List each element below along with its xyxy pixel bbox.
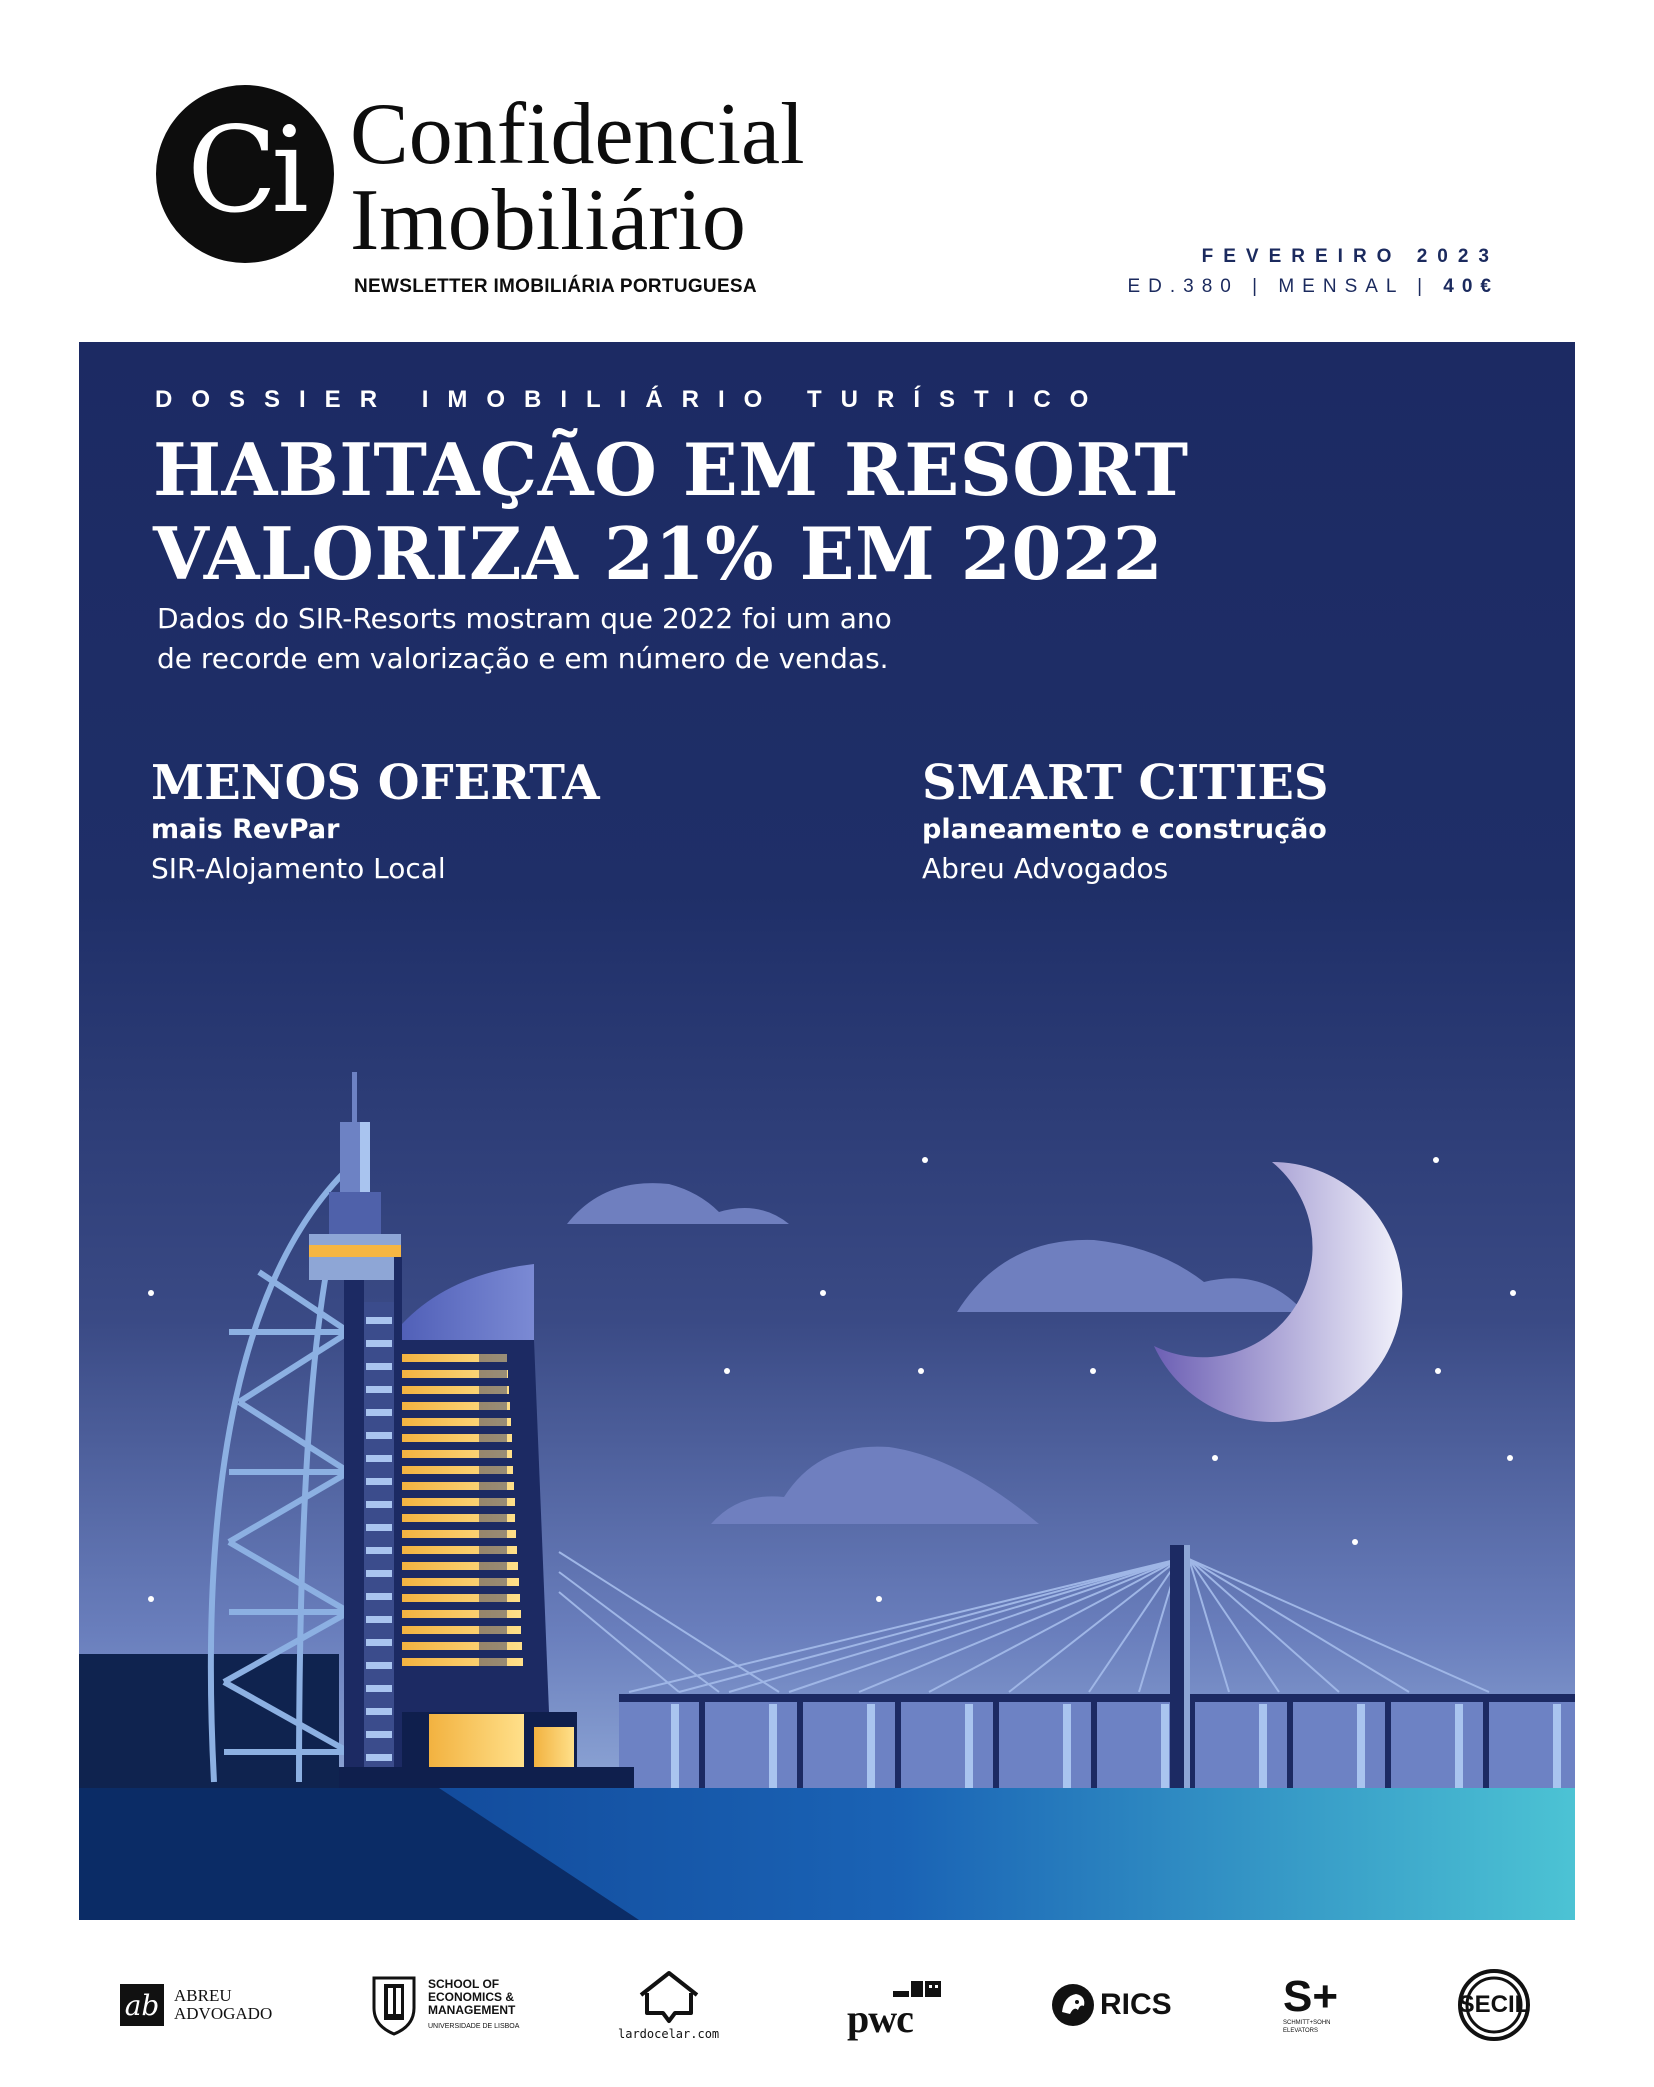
rics-lion-icon: [1050, 1982, 1096, 2028]
lede-line-1: Dados do SIR-Resorts mostram que 2022 foi um ano: [157, 602, 892, 635]
edition-number: ED.380: [1127, 276, 1239, 297]
brand-name: [350, 86, 805, 269]
sponsor-secil[interactable]: [1455, 1960, 1533, 2050]
iseg-line-2: ECONOMICS &: [428, 1989, 515, 2004]
sponsor-iseg[interactable]: [370, 1960, 519, 2050]
iseg-line-1: SCHOOL OF: [428, 1976, 500, 1991]
bridge-cables: [559, 1552, 1489, 1692]
cover-lede: [157, 599, 1037, 679]
sponsor-schmitt-sohn[interactable]: [1283, 1960, 1338, 2050]
issue-date: FEVEREIRO 2023: [1201, 246, 1499, 267]
ci-logo-mark: [156, 85, 334, 263]
schmitt-line-2: ELEVATORS: [1283, 2028, 1319, 2034]
brand-tagline: NEWSLETTER IMOBILIÁRIA PORTUGUESA: [354, 276, 757, 297]
schmitt-line-1: SCHMITT+SOHN: [1283, 2020, 1331, 2026]
schmitt-mark: S+: [1283, 1972, 1339, 2021]
lede-line-2: de recorde em valorização e em número de vendas.: [157, 642, 889, 675]
iseg-line-3: MANAGEMENT: [428, 2002, 516, 2017]
brand-line-2: Imobiliário: [350, 172, 746, 269]
teaser-title: SMART CITIES: [922, 755, 1329, 811]
headline-line-1: HABITAÇÃO EM RESORT: [153, 427, 1189, 512]
price: 40€: [1443, 276, 1499, 297]
sponsor-strip: [0, 1960, 1654, 2050]
headline-line-2: VALORIZA 21% EM 2022: [153, 511, 1164, 596]
secil-wordmark: SECIL: [1458, 1991, 1530, 2018]
teaser-source: Abreu Advogados: [922, 852, 1169, 885]
abreu-line-1: ABREU: [174, 1986, 232, 2005]
iseg-shield-icon: [370, 1974, 418, 2036]
teaser-title: MENOS OFERTA: [151, 755, 600, 811]
logo-mark-text: Ci: [186, 101, 304, 239]
issue-meta: [1127, 276, 1499, 298]
abreu-logo-icon: ab: [120, 1984, 164, 2026]
river-water: [79, 1788, 1575, 1920]
pwc-wordmark: pwc: [847, 1996, 913, 2041]
lardocelar-wordmark: lardocelar.com: [618, 2027, 720, 2041]
abreu-line-2: ADVOGADO: [174, 2004, 273, 2023]
rics-wordmark: RICS: [1100, 1988, 1172, 2021]
pwc-logo: [845, 1965, 945, 2045]
brand-line-1: Confidencial: [350, 86, 805, 183]
schmitt-wordmark: [1283, 2019, 1331, 2035]
dossier-kicker: DOSSIER IMOBILIÁRIO TURÍSTICO: [155, 386, 1108, 413]
house-chat-icon: [633, 1969, 705, 2025]
teaser-menos-oferta[interactable]: [151, 754, 600, 890]
teaser-subtitle: planeamento e construção: [922, 814, 1327, 845]
cover-headline[interactable]: [153, 428, 1189, 596]
frequency: MENSAL: [1278, 276, 1404, 297]
iseg-line-4: UNIVERSIDADE DE LISBOA: [428, 2022, 520, 2030]
secil-logo: [1455, 1966, 1533, 2044]
teaser-smart-cities[interactable]: [922, 754, 1329, 890]
sponsor-abreu[interactable]: [120, 1960, 272, 2050]
cover-panel: [79, 342, 1575, 1920]
clouds: [567, 1183, 1304, 1524]
sponsor-lardocelar[interactable]: [618, 1960, 719, 2050]
iseg-wordmark: [428, 1978, 519, 2033]
meta-separator: |: [1417, 276, 1431, 297]
teaser-subtitle: mais RevPar: [151, 814, 340, 845]
meta-separator: |: [1252, 276, 1266, 297]
sponsor-pwc[interactable]: [845, 1960, 945, 2050]
sponsor-rics[interactable]: [1050, 1960, 1172, 2050]
teaser-source: SIR-Alojamento Local: [151, 852, 446, 885]
bridge-deck: [619, 1545, 1575, 1810]
abreu-wordmark: [174, 1987, 272, 2023]
